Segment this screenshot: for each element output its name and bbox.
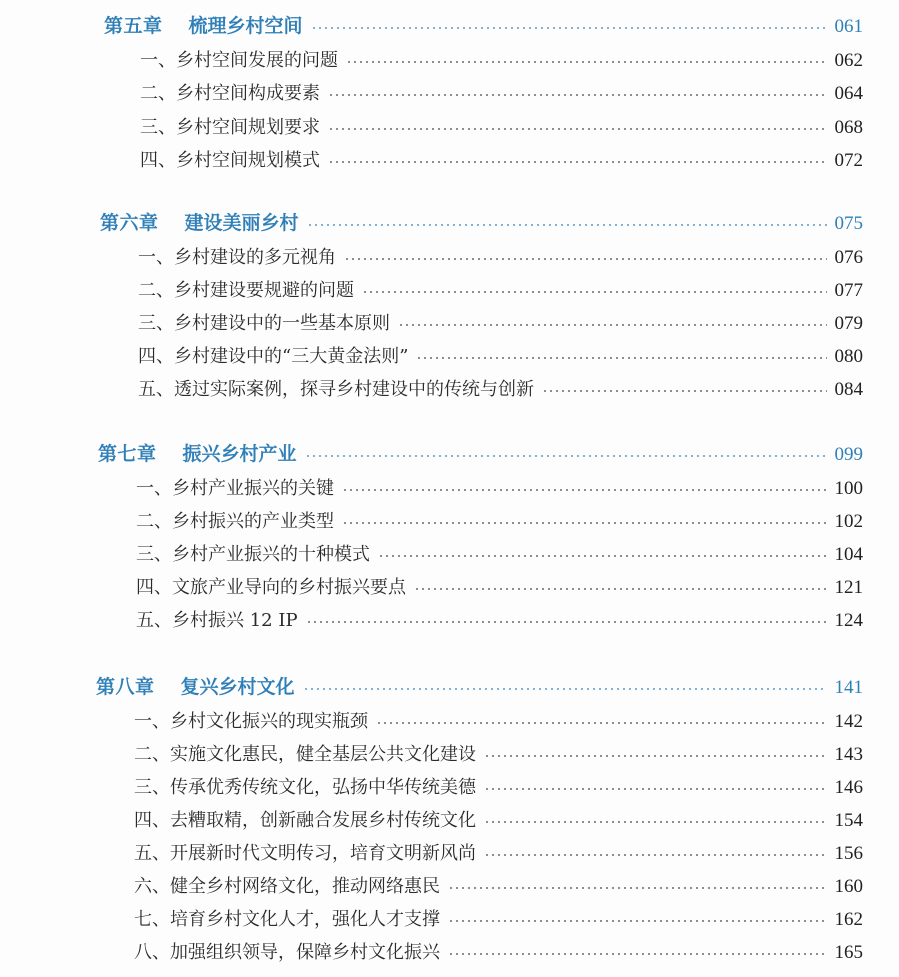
section-page-number: 165 <box>834 942 863 963</box>
section-entry[interactable] <box>136 573 863 599</box>
dot-leader <box>448 887 827 889</box>
section-title: 二、乡村空间构成要素 <box>140 83 320 104</box>
section-entry[interactable] <box>138 243 863 269</box>
chapter-heading[interactable] <box>100 208 863 235</box>
section-page-number: 146 <box>834 777 863 798</box>
section-title: 二、实施文化惠民，健全基层公共文化建设 <box>134 744 476 765</box>
section-entry[interactable] <box>140 46 863 72</box>
section-title: 五、透过实际案例，探寻乡村建设中的传统与创新 <box>138 379 534 400</box>
section-entry[interactable] <box>134 806 863 832</box>
section-entry[interactable] <box>138 276 863 302</box>
section-page-number: 064 <box>834 83 863 104</box>
section-page-number: 104 <box>834 544 863 565</box>
dot-leader <box>342 522 827 524</box>
section-page-number: 079 <box>834 313 863 334</box>
dot-leader <box>378 555 827 557</box>
section-title: 七、培育乡村文化人才，强化人才支撑 <box>134 909 440 930</box>
section-title: 四、文旅产业导向的乡村振兴要点 <box>136 577 406 598</box>
dot-leader <box>346 61 827 63</box>
dot-leader <box>328 94 827 96</box>
section-page-number: 068 <box>834 117 863 138</box>
dot-leader <box>306 621 827 623</box>
dot-leader <box>328 161 827 163</box>
chapter-heading[interactable] <box>98 439 863 466</box>
section-entry[interactable] <box>140 146 863 172</box>
section-entry[interactable] <box>136 507 863 533</box>
section-entry[interactable] <box>138 309 863 335</box>
section-entry[interactable] <box>140 79 863 105</box>
dot-leader <box>328 128 827 130</box>
section-page-number: 072 <box>834 150 863 171</box>
section-entry[interactable] <box>134 773 863 799</box>
dot-leader <box>484 854 827 856</box>
dot-leader <box>311 27 827 29</box>
section-entry[interactable] <box>136 540 863 566</box>
dot-leader <box>414 588 827 590</box>
section-entry[interactable] <box>134 839 863 865</box>
chapter-heading[interactable] <box>96 672 863 699</box>
dot-leader <box>344 258 827 260</box>
section-title: 四、乡村空间规划模式 <box>140 150 320 171</box>
section-page-number: 077 <box>834 280 863 301</box>
section-page-number: 080 <box>834 346 863 367</box>
section-entry[interactable] <box>140 113 863 139</box>
section-title: 三、乡村产业振兴的十种模式 <box>136 544 370 565</box>
chapter-title: 梳理乡村空间 <box>188 15 303 37</box>
section-title: 一、乡村空间发展的问题 <box>140 50 338 71</box>
section-title: 三、传承优秀传统文化，弘扬中华传统美德 <box>134 777 476 798</box>
dot-leader <box>484 755 827 757</box>
section-page-number: 156 <box>834 843 863 864</box>
section-page-number: 062 <box>834 50 863 71</box>
section-title: 二、乡村建设要规避的问题 <box>138 280 354 301</box>
chapter-page-number: 061 <box>834 16 863 37</box>
section-entry[interactable] <box>138 342 863 368</box>
section-page-number: 084 <box>834 379 863 400</box>
section-page-number: 143 <box>834 744 863 765</box>
section-entry[interactable] <box>134 707 863 733</box>
section-page-number: 154 <box>834 810 863 831</box>
section-entry[interactable] <box>134 905 863 931</box>
section-page-number: 160 <box>834 876 863 897</box>
section-page-number: 102 <box>834 511 863 532</box>
chapter-page-number: 141 <box>834 677 863 698</box>
chapter-heading[interactable] <box>104 11 863 38</box>
dot-leader <box>305 455 827 457</box>
section-entry[interactable] <box>134 872 863 898</box>
section-page-number: 100 <box>834 478 863 499</box>
dot-leader <box>376 722 827 724</box>
section-title: 四、乡村建设中的“三大黄金法则” <box>138 346 409 367</box>
section-title: 一、乡村建设的多元视角 <box>138 247 336 268</box>
dot-leader <box>416 357 826 359</box>
section-entry[interactable] <box>134 740 863 766</box>
section-entry[interactable] <box>136 606 863 632</box>
section-title: 二、乡村振兴的产业类型 <box>136 511 334 532</box>
section-title: 三、乡村建设中的一些基本原则 <box>138 313 390 334</box>
section-page-number: 142 <box>834 711 863 732</box>
section-title: 一、乡村产业振兴的关键 <box>136 478 334 499</box>
section-title: 四、去糟取精，创新融合发展乡村传统文化 <box>134 810 476 831</box>
section-entry[interactable] <box>138 375 863 401</box>
chapter-page-number: 075 <box>834 213 863 234</box>
dot-leader <box>398 324 827 326</box>
chapter-page-number: 099 <box>834 444 863 465</box>
chapter-title: 复兴乡村文化 <box>180 676 295 698</box>
chapter-number: 第七章 <box>98 443 157 465</box>
chapter-title: 建设美丽乡村 <box>184 212 299 234</box>
section-page-number: 076 <box>834 247 863 268</box>
section-page-number: 162 <box>834 909 863 930</box>
section-title: 三、乡村空间规划要求 <box>140 117 320 138</box>
dot-leader <box>484 788 827 790</box>
section-entry[interactable] <box>136 474 863 500</box>
section-title: 五、乡村振兴 12 IP <box>136 610 298 631</box>
chapter-number: 第六章 <box>100 212 159 234</box>
section-entry[interactable] <box>134 938 863 964</box>
chapter-number: 第八章 <box>96 676 155 698</box>
section-title: 六、健全乡村网络文化，推动网络惠民 <box>134 876 440 897</box>
dot-leader <box>542 390 827 392</box>
section-page-number: 124 <box>834 610 863 631</box>
section-page-number: 121 <box>834 577 863 598</box>
section-title: 一、乡村文化振兴的现实瓶颈 <box>134 711 368 732</box>
dot-leader <box>484 821 827 823</box>
dot-leader <box>307 224 827 226</box>
dot-leader <box>448 953 827 955</box>
dot-leader <box>448 920 827 922</box>
chapter-number: 第五章 <box>104 15 163 37</box>
dot-leader <box>362 291 827 293</box>
section-title: 五、开展新时代文明传习，培育文明新风尚 <box>134 843 476 864</box>
section-title: 八、加强组织领导，保障乡村文化振兴 <box>134 942 440 963</box>
chapter-title: 振兴乡村产业 <box>182 443 297 465</box>
dot-leader <box>303 688 827 690</box>
dot-leader <box>342 489 827 491</box>
